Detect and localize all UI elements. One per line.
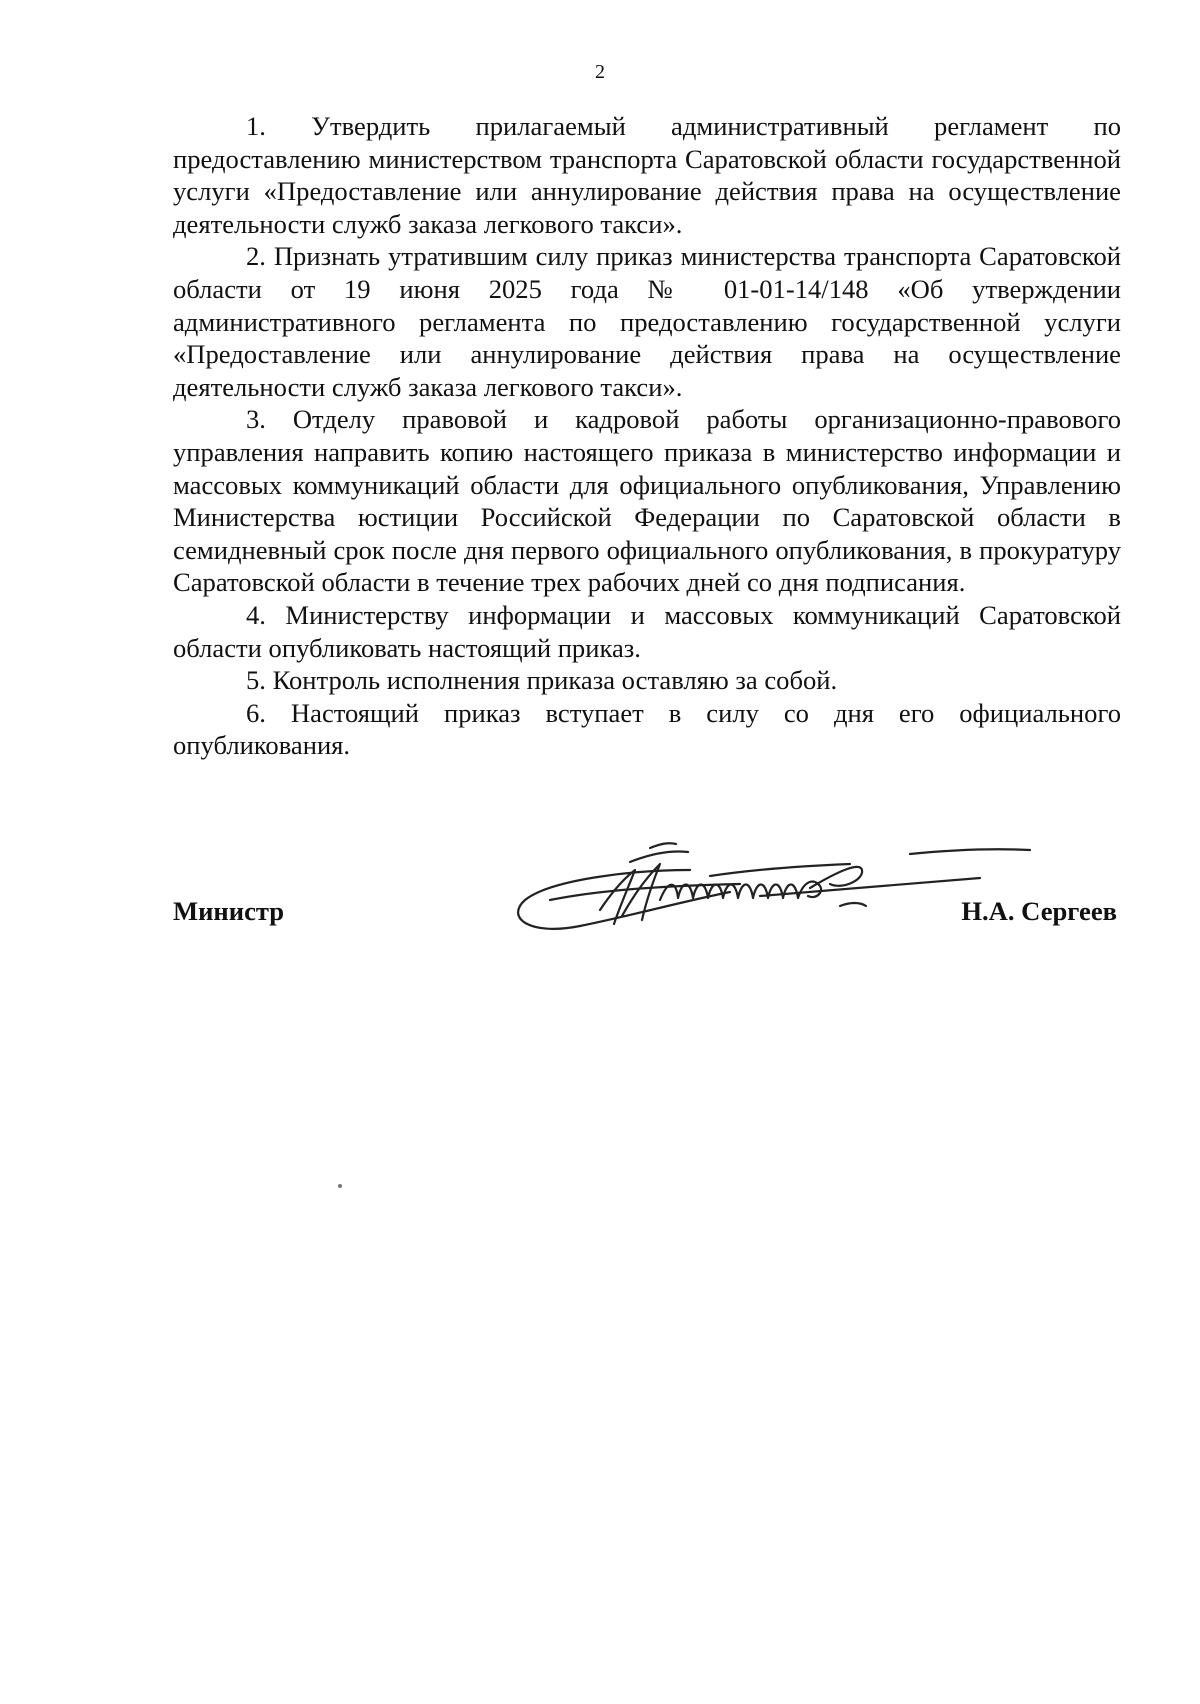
signature-block bbox=[173, 895, 1121, 955]
paragraph-3: 3. Отделу правовой и кадровой работы организационно-правового управления направить копию настоящего приказа в министерство информации и массовых коммуникаций области для официального опубликования, Управлению Министерства юстиции Российской Федерации по Саратовской области в семидневный срок после дня первого официального опубликования, в прокуратуру Саратовской области в течение трех рабочих дней со дня подписания. bbox=[173, 404, 1121, 598]
paragraph-4: 4. Министерству информации и массовых коммуникаций Саратовской области опубликовать настоящий приказ. bbox=[173, 599, 1121, 663]
page-number: 2 bbox=[595, 61, 605, 83]
scan-speck bbox=[338, 1184, 342, 1188]
paragraph-5: 5. Контроль исполнения приказа оставляю за собой. bbox=[246, 665, 838, 696]
paragraph-2: 2. Признать утратившим силу приказ министерства транспорта Саратовской области от 19 июня 2025 года № 01-01-14/148 «Об утверждении административного регламента по предоставлению государственной услуги «Предоставление или аннулирование действия права на осуществление деятельности служб заказа легкового такси». bbox=[173, 241, 1121, 402]
paragraph-6: 6. Настоящий приказ вступает в силу со дня его официального опубликования. bbox=[173, 697, 1121, 761]
signatory-position: Министр bbox=[173, 896, 285, 926]
order-body bbox=[173, 110, 1121, 762]
signatory-name: Н.А. Сергеев bbox=[961, 896, 1117, 926]
paragraph-1: 1. Утвердить прилагаемый административный регламент по предоставлению министерством транспорта Саратовской области государственной услуги «Предоставление или аннулирование действия права на осуществление деятельности служб заказа легкового такси». bbox=[173, 111, 1121, 239]
